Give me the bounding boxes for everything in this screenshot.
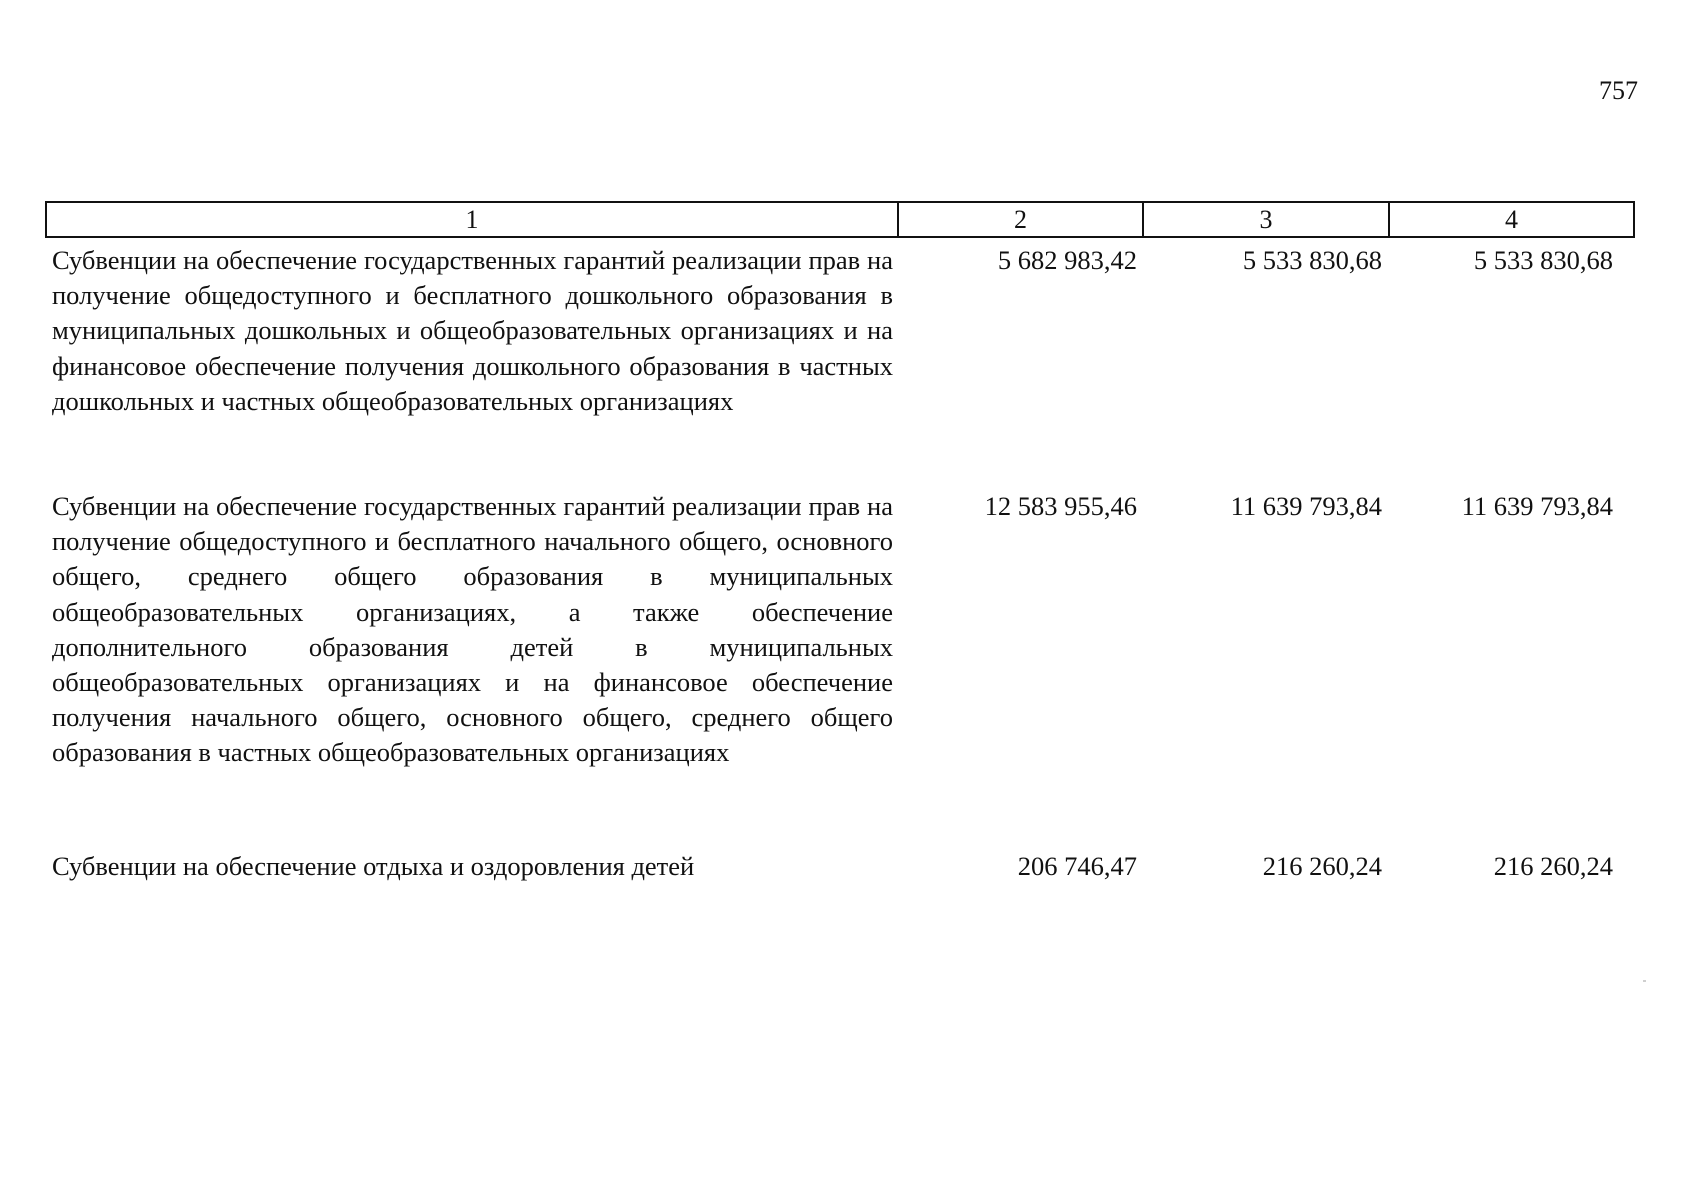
row-value-col4: 5 533 830,68 bbox=[1473, 245, 1613, 275]
table-header bbox=[46, 202, 1634, 237]
row-description: Субвенции на обеспечение государственных гарантий реализации прав на получение общедоступного и бесплатного дошкольного образования в муниципальных дошкольных и общеобразовательных организациях и на финансовое обеспечение получения дошкольного образования в частных дошкольных и частных общеобразовательных организациях bbox=[52, 245, 893, 416]
row-description: Субвенции на обеспечение отдыха и оздоровления детей bbox=[52, 851, 695, 881]
column-number-1: 1 bbox=[46, 202, 898, 237]
row-description: Субвенции на обеспечение государственных гарантий реализации прав на получение общедоступного и бесплатного начального общего, основного общего, среднего общего образования в муниципальных общеобразовательных организациях, а также обеспечение дополнительного образования детей в муниципальных общеобразовательных организациях и на финансовое обеспечение получения начального общего, основного общего, среднего общего образования в частных общеобразовательных организациях bbox=[52, 491, 893, 768]
table-row bbox=[46, 237, 1634, 489]
row-value-col2: 206 746,47 bbox=[1017, 851, 1137, 881]
table-body bbox=[46, 237, 1634, 889]
budget-table bbox=[45, 201, 1635, 889]
header-row bbox=[46, 202, 1634, 237]
column-number-3: 3 bbox=[1143, 202, 1389, 237]
table-row bbox=[46, 489, 1634, 849]
row-value-col2: 12 583 955,46 bbox=[984, 491, 1137, 521]
row-value-col4: 11 639 793,84 bbox=[1461, 491, 1613, 521]
row-value-col4: 216 260,24 bbox=[1493, 851, 1613, 881]
page-number: 757 bbox=[1599, 76, 1638, 105]
table-row bbox=[46, 849, 1634, 889]
row-value-col3: 216 260,24 bbox=[1262, 851, 1382, 881]
scan-artifact bbox=[1643, 980, 1646, 982]
column-number-2: 2 bbox=[898, 202, 1143, 237]
row-value-col3: 5 533 830,68 bbox=[1242, 245, 1382, 275]
row-value-col3: 11 639 793,84 bbox=[1230, 491, 1382, 521]
row-value-col2: 5 682 983,42 bbox=[997, 245, 1137, 275]
column-number-4: 4 bbox=[1389, 202, 1634, 237]
